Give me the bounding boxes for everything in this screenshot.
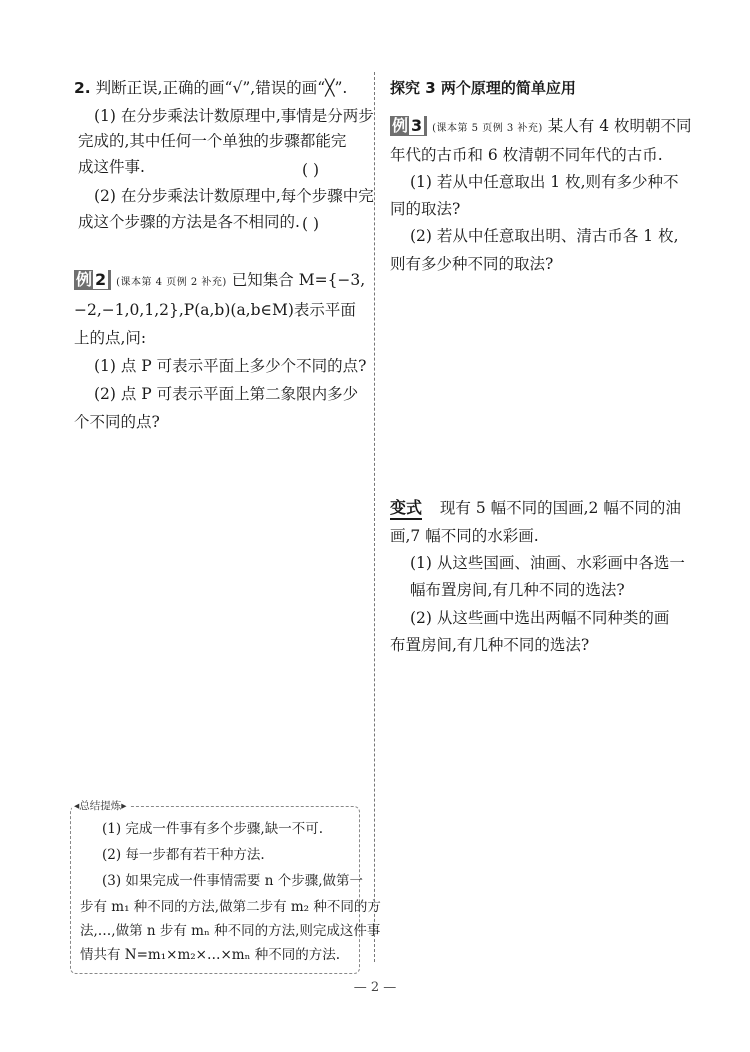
example2-question2-line2: 个不同的点? — [74, 413, 160, 431]
example2-line1: 已知集合 M={−3, — [231, 271, 366, 289]
example2-tag: 例 2 — [74, 270, 111, 290]
q2-s1-line2: 完成的,其中任何一个单独的步骤都能完 — [78, 132, 347, 150]
q2-s2-answer-paren[interactable]: ( ) — [302, 215, 320, 233]
summary-line6: 情共有 N=m₁×m₂×…×mₙ 种不同的方法. — [80, 947, 340, 963]
example3-header — [390, 116, 692, 139]
example3-line2: 年代的古币和 6 枚清朝不同年代的古币. — [390, 146, 663, 164]
q2-s1-line1: (1) 在分步乘法计数原理中,事情是分两步 — [94, 107, 374, 125]
example3-question2-line1: (2) 若从中任意取出明、清古币各 1 枚, — [410, 227, 679, 245]
summary-line3: (3) 如果完成一件事情需要 n 个步骤,做第一 — [102, 873, 363, 889]
variant-line1: 现有 5 幅不同的国画,2 幅不同的油 — [439, 499, 681, 517]
variant-question1-line1: (1) 从这些国画、油画、水彩画中各选一 — [410, 554, 685, 572]
summary-line4: 步有 m₁ 种不同的方法,做第二步有 m₂ 种不同的方 — [80, 899, 381, 915]
q2-stem-text: 判断正误,正确的画“√”,错误的画“╳”. — [95, 79, 348, 97]
example2-line3: 上的点,问: — [74, 329, 147, 347]
variant-header — [390, 498, 681, 518]
summary-title: ◂总结提炼▸ — [74, 800, 127, 812]
q2-s2-line2 — [78, 212, 300, 232]
summary-line1: (1) 完成一件事有多个步骤,缺一不可. — [102, 821, 323, 837]
example2-note: (课本第 4 页例 2 补充) — [116, 277, 227, 288]
example3-question1-line2: 同的取法? — [390, 200, 461, 218]
section-heading: 探究 3 两个原理的简单应用 — [390, 79, 576, 97]
variant-question2-line2: 布置房间,有几种不同的选法? — [390, 636, 590, 654]
q2-s1-answer-paren[interactable]: ( ) — [302, 161, 320, 179]
column-divider — [374, 72, 375, 962]
summary-line2: (2) 每一步都有若干种方法. — [102, 847, 265, 863]
example2-header — [74, 270, 365, 293]
example3-line1: 某人有 4 枚明朝不同 — [547, 117, 692, 135]
q2-stem — [74, 78, 347, 98]
q2-s2-text: 成这个步骤的方法是各不相同的. — [78, 213, 300, 231]
example2-line2: −2,−1,0,1,2},P(a,b)(a,b∈M)表示平面 — [74, 301, 356, 319]
example3-tag: 例 3 — [390, 116, 427, 136]
example3-question1-line1: (1) 若从中任意取出 1 枚,则有多少种不 — [410, 173, 679, 191]
variant-question2-line1: (2) 从这些画中选出两幅不同种类的画 — [410, 609, 670, 627]
q2-s1-line3: 成这件事. — [78, 158, 145, 176]
summary-line5: 法,…,做第 n 步有 mₙ 种不同的方法,则完成这件事 — [80, 923, 381, 939]
variant-label: 变式 — [390, 498, 422, 520]
example3-question2-line2: 则有多少种不同的取法? — [390, 255, 554, 273]
q2-number: 2. — [74, 79, 91, 97]
example3-note: (课本第 5 页例 3 补充) — [432, 123, 543, 134]
q2-s2-line1: (2) 在分步乘法计数原理中,每个步骤中完 — [94, 187, 374, 205]
variant-line2: 画,7 幅不同的水彩画. — [390, 527, 539, 545]
variant-question1-line2: 幅布置房间,有几种不同的选法? — [410, 581, 625, 599]
example2-question1: (1) 点 P 可表示平面上多少个不同的点? — [94, 357, 367, 375]
example2-question2-line1: (2) 点 P 可表示平面上第二象限内多少 — [94, 385, 359, 403]
page-number: — 2 — — [353, 980, 397, 995]
